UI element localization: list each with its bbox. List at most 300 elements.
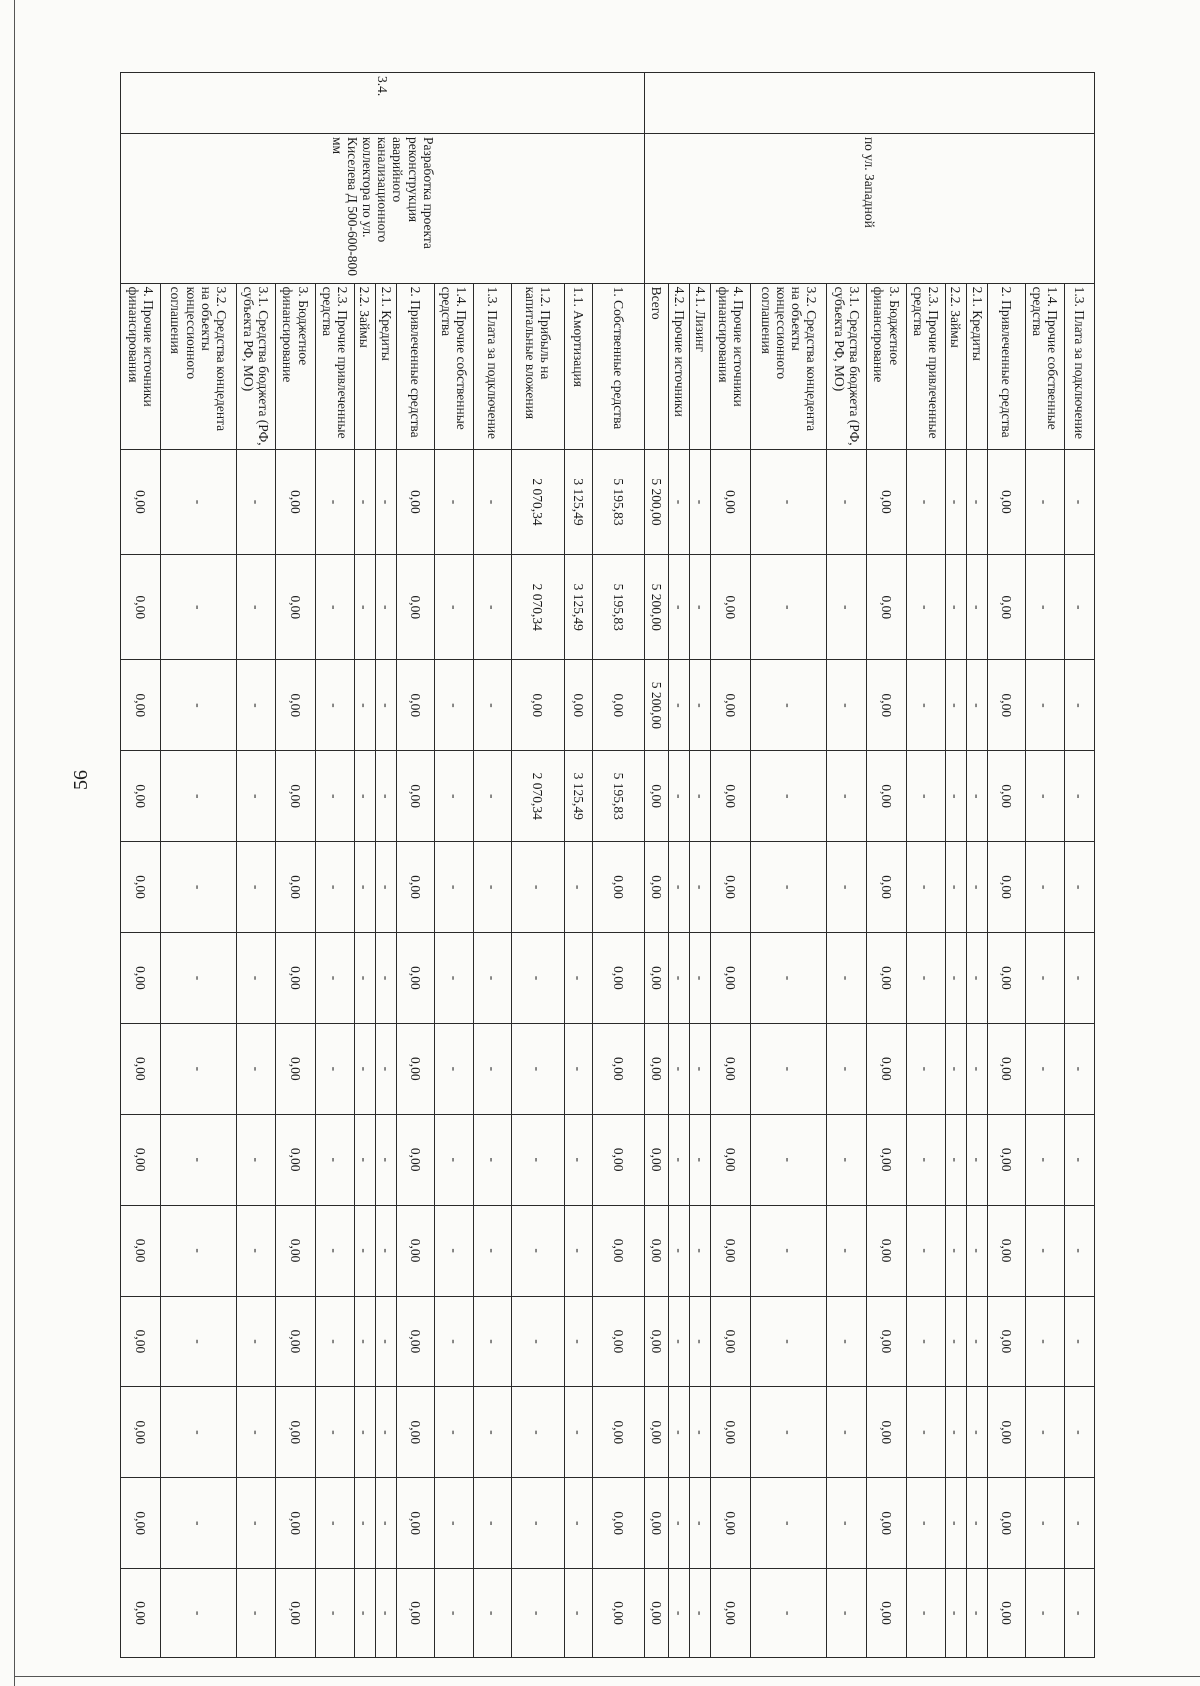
value-cell: - xyxy=(354,1023,375,1114)
table-row xyxy=(988,73,1025,1658)
value-cell: - xyxy=(668,1296,689,1387)
value-cell: - xyxy=(690,1023,711,1114)
value-cell: - xyxy=(511,1114,564,1205)
value-cell: - xyxy=(827,1296,867,1387)
value-cell: - xyxy=(668,660,689,751)
value-cell: 0,00 xyxy=(592,1205,645,1296)
value-cell: 0,00 xyxy=(988,660,1025,751)
table-row xyxy=(354,73,375,1658)
value-cell: - xyxy=(751,751,827,842)
value-cell: - xyxy=(161,1205,237,1296)
table-row xyxy=(966,73,987,1658)
value-cell: - xyxy=(906,660,945,751)
value-cell: - xyxy=(751,1114,827,1205)
value-cell: - xyxy=(966,751,987,842)
value-cell: - xyxy=(434,1205,474,1296)
value-cell: 0,00 xyxy=(121,1114,161,1205)
value-cell: 0,00 xyxy=(867,1114,907,1205)
value-cell: - xyxy=(315,449,354,554)
value-cell: - xyxy=(161,1114,237,1205)
value-cell: - xyxy=(827,1023,867,1114)
value-cell: - xyxy=(376,1569,397,1658)
table-row xyxy=(690,73,711,1658)
value-cell: - xyxy=(564,933,592,1024)
value-cell: 0,00 xyxy=(276,660,316,751)
value-cell: 2 070,34 xyxy=(511,751,564,842)
value-cell: 5 200,00 xyxy=(645,555,668,660)
value-cell: 0,00 xyxy=(711,751,751,842)
funding-source: 3.2. Средства концедента на объекты концессионного соглашения xyxy=(751,283,827,449)
value-cell: 0,00 xyxy=(867,660,907,751)
value-cell: - xyxy=(966,1296,987,1387)
value-cell: - xyxy=(434,933,474,1024)
funding-source: 2.2. Займы xyxy=(354,283,375,449)
value-cell: - xyxy=(945,1114,966,1205)
value-cell: 5 195,83 xyxy=(592,449,645,554)
value-cell: - xyxy=(564,1023,592,1114)
value-cell: - xyxy=(354,1296,375,1387)
value-cell: 0,00 xyxy=(867,1478,907,1569)
funding-source: 1.4. Прочие собственные средства xyxy=(434,283,474,449)
value-cell: - xyxy=(315,660,354,751)
value-cell: - xyxy=(315,555,354,660)
value-cell: - xyxy=(1025,1387,1064,1478)
value-cell: - xyxy=(511,1296,564,1387)
value-cell: - xyxy=(690,1296,711,1387)
value-cell: - xyxy=(161,449,237,554)
value-cell: - xyxy=(1025,1478,1064,1569)
value-cell: - xyxy=(966,933,987,1024)
table-row xyxy=(511,73,564,1658)
value-cell: - xyxy=(906,1478,945,1569)
funding-source: 2.3. Прочие привлеченные средства xyxy=(315,283,354,449)
value-cell: - xyxy=(827,842,867,933)
section-name: по ул. Западной xyxy=(645,133,1095,283)
table-row xyxy=(867,73,907,1658)
value-cell: - xyxy=(751,1478,827,1569)
value-cell: - xyxy=(161,842,237,933)
table-row xyxy=(711,73,751,1658)
value-cell: - xyxy=(1064,1114,1094,1205)
value-cell: 0,00 xyxy=(121,1023,161,1114)
value-cell: - xyxy=(237,660,276,751)
value-cell: 0,00 xyxy=(645,1478,668,1569)
value-cell: 0,00 xyxy=(397,1114,434,1205)
value-cell: 0,00 xyxy=(711,842,751,933)
value-cell: - xyxy=(1025,660,1064,751)
funding-source: 1.3. Плата за подключение xyxy=(474,283,511,449)
value-cell: 0,00 xyxy=(592,1114,645,1205)
value-cell: 0,00 xyxy=(711,1205,751,1296)
value-cell: - xyxy=(906,751,945,842)
value-cell: - xyxy=(690,1387,711,1478)
value-cell: - xyxy=(945,660,966,751)
value-cell: - xyxy=(474,660,511,751)
value-cell: - xyxy=(827,660,867,751)
funding-source: 1.4. Прочие собственные средства xyxy=(1025,283,1064,449)
funding-source: 2.1. Кредиты xyxy=(376,283,397,449)
value-cell: - xyxy=(376,751,397,842)
value-cell: - xyxy=(376,449,397,554)
value-cell: - xyxy=(161,1569,237,1658)
value-cell: - xyxy=(751,660,827,751)
value-cell: - xyxy=(354,1569,375,1658)
value-cell: 0,00 xyxy=(988,1569,1025,1658)
value-cell: - xyxy=(315,751,354,842)
value-cell: - xyxy=(434,660,474,751)
value-cell: - xyxy=(1064,933,1094,1024)
value-cell: - xyxy=(354,751,375,842)
value-cell: - xyxy=(906,1205,945,1296)
value-cell: - xyxy=(690,449,711,554)
value-cell: - xyxy=(1025,449,1064,554)
value-cell: - xyxy=(668,842,689,933)
value-cell: 0,00 xyxy=(121,555,161,660)
value-cell: - xyxy=(945,842,966,933)
value-cell: - xyxy=(434,1478,474,1569)
value-cell: - xyxy=(434,449,474,554)
funding-source: 4. Прочие источники финансирования xyxy=(121,283,161,449)
value-cell: - xyxy=(161,933,237,1024)
table-row xyxy=(645,73,668,1658)
value-cell: 0,00 xyxy=(592,842,645,933)
value-cell: - xyxy=(315,933,354,1024)
value-cell: - xyxy=(511,842,564,933)
value-cell: - xyxy=(376,660,397,751)
value-cell: - xyxy=(237,1387,276,1478)
value-cell: - xyxy=(966,1569,987,1658)
value-cell: - xyxy=(966,1023,987,1114)
value-cell: - xyxy=(511,1478,564,1569)
value-cell: - xyxy=(564,1114,592,1205)
value-cell: - xyxy=(906,555,945,660)
value-cell: - xyxy=(1064,449,1094,554)
value-cell: - xyxy=(827,1569,867,1658)
value-cell: 0,00 xyxy=(276,751,316,842)
value-cell: - xyxy=(161,751,237,842)
value-cell: 0,00 xyxy=(276,1205,316,1296)
value-cell: - xyxy=(474,1569,511,1658)
table-row xyxy=(592,73,645,1658)
value-cell: - xyxy=(1025,933,1064,1024)
value-cell: - xyxy=(511,1569,564,1658)
value-cell: - xyxy=(1025,1205,1064,1296)
value-cell: 0,00 xyxy=(592,1296,645,1387)
value-cell: 0,00 xyxy=(988,449,1025,554)
value-cell: - xyxy=(945,1478,966,1569)
funding-source: 4.2. Прочие источники xyxy=(668,283,689,449)
value-cell: - xyxy=(690,1205,711,1296)
funding-source: 1.3. Плата за подключение xyxy=(1064,283,1094,449)
value-cell: 0,00 xyxy=(397,1205,434,1296)
value-cell: 0,00 xyxy=(397,1387,434,1478)
rotated-table-wrapper xyxy=(120,72,1095,1658)
funding-source: 4. Прочие источники финансирования xyxy=(711,283,751,449)
value-cell: - xyxy=(474,1205,511,1296)
value-cell: 0,00 xyxy=(988,1296,1025,1387)
value-cell: 0,00 xyxy=(276,555,316,660)
value-cell: 0,00 xyxy=(121,1569,161,1658)
value-cell: - xyxy=(161,1478,237,1569)
value-cell: 0,00 xyxy=(711,1114,751,1205)
value-cell: - xyxy=(966,555,987,660)
value-cell: 0,00 xyxy=(645,1114,668,1205)
value-cell: - xyxy=(434,1569,474,1658)
value-cell: - xyxy=(827,1387,867,1478)
value-cell: 0,00 xyxy=(711,1478,751,1569)
value-cell: - xyxy=(945,449,966,554)
value-cell: 0,00 xyxy=(867,1569,907,1658)
value-cell: - xyxy=(1064,555,1094,660)
value-cell: - xyxy=(315,1387,354,1478)
value-cell: - xyxy=(237,751,276,842)
value-cell: 0,00 xyxy=(988,1114,1025,1205)
value-cell: - xyxy=(376,842,397,933)
value-cell: - xyxy=(376,1205,397,1296)
funding-source: 1. Собственные средства xyxy=(592,283,645,449)
value-cell: - xyxy=(668,449,689,554)
value-cell: - xyxy=(827,933,867,1024)
value-cell: - xyxy=(751,1205,827,1296)
value-cell: - xyxy=(668,1387,689,1478)
value-cell: - xyxy=(1064,1478,1094,1569)
funding-source: 1.2. Прибыль на капитальные вложения xyxy=(511,283,564,449)
value-cell: - xyxy=(315,1205,354,1296)
value-cell: 0,00 xyxy=(276,449,316,554)
value-cell: - xyxy=(315,1023,354,1114)
page-border-left xyxy=(14,0,15,1686)
value-cell: - xyxy=(376,1023,397,1114)
value-cell: - xyxy=(474,933,511,1024)
table-row xyxy=(237,73,276,1658)
value-cell: - xyxy=(1064,842,1094,933)
value-cell: - xyxy=(237,1114,276,1205)
value-cell: - xyxy=(906,1114,945,1205)
value-cell: - xyxy=(668,1023,689,1114)
value-cell: - xyxy=(474,1114,511,1205)
value-cell: - xyxy=(237,1205,276,1296)
funding-source: 3. Бюджетное финансирование xyxy=(276,283,316,449)
value-cell: 5 195,83 xyxy=(592,751,645,842)
value-cell: - xyxy=(564,1205,592,1296)
value-cell: - xyxy=(945,1387,966,1478)
value-cell: - xyxy=(434,1114,474,1205)
value-cell: - xyxy=(668,751,689,842)
value-cell: 0,00 xyxy=(645,1205,668,1296)
value-cell: 0,00 xyxy=(988,842,1025,933)
funding-source: 3.1. Средства бюджета (РФ, субъекта РФ, МО) xyxy=(827,283,867,449)
funding-source: Всего xyxy=(645,283,668,449)
value-cell: 0,00 xyxy=(397,449,434,554)
table-body xyxy=(121,73,1095,1658)
value-cell: - xyxy=(511,1205,564,1296)
table-row xyxy=(397,73,434,1658)
value-cell: - xyxy=(906,933,945,1024)
value-cell: - xyxy=(906,1023,945,1114)
value-cell: 0,00 xyxy=(988,1205,1025,1296)
value-cell: - xyxy=(1025,1114,1064,1205)
value-cell: 2 070,34 xyxy=(511,449,564,554)
value-cell: 0,00 xyxy=(511,660,564,751)
value-cell: - xyxy=(564,842,592,933)
value-cell: - xyxy=(511,933,564,1024)
value-cell: 0,00 xyxy=(121,1387,161,1478)
value-cell: - xyxy=(434,1023,474,1114)
value-cell: - xyxy=(1064,1296,1094,1387)
value-cell: - xyxy=(966,1114,987,1205)
value-cell: - xyxy=(751,555,827,660)
value-cell: - xyxy=(354,555,375,660)
value-cell: 0,00 xyxy=(645,1296,668,1387)
section-index: 3.4. xyxy=(121,73,645,134)
value-cell: 0,00 xyxy=(121,1478,161,1569)
value-cell: - xyxy=(751,1387,827,1478)
value-cell: - xyxy=(161,555,237,660)
value-cell: - xyxy=(966,1478,987,1569)
funding-source: 1.1. Амортизация xyxy=(564,283,592,449)
value-cell: 0,00 xyxy=(397,751,434,842)
table-row xyxy=(474,73,511,1658)
value-cell: 0,00 xyxy=(276,1296,316,1387)
value-cell: - xyxy=(945,1205,966,1296)
value-cell: - xyxy=(906,1296,945,1387)
value-cell: 0,00 xyxy=(592,1387,645,1478)
value-cell: - xyxy=(315,1114,354,1205)
value-cell: 0,00 xyxy=(121,660,161,751)
table-row xyxy=(276,73,316,1658)
value-cell: - xyxy=(690,660,711,751)
funding-source: 2.3. Прочие привлеченные средства xyxy=(906,283,945,449)
value-cell: - xyxy=(237,842,276,933)
value-cell: - xyxy=(690,1478,711,1569)
value-cell: - xyxy=(315,842,354,933)
value-cell: - xyxy=(315,1569,354,1658)
value-cell: 3 125,49 xyxy=(564,751,592,842)
value-cell: 0,00 xyxy=(397,1569,434,1658)
table-row xyxy=(564,73,592,1658)
value-cell: - xyxy=(161,1023,237,1114)
table-row xyxy=(1025,73,1064,1658)
value-cell: - xyxy=(354,1114,375,1205)
value-cell: 0,00 xyxy=(867,1387,907,1478)
value-cell: - xyxy=(354,1478,375,1569)
value-cell: - xyxy=(751,933,827,1024)
value-cell: - xyxy=(906,449,945,554)
value-cell: - xyxy=(945,1023,966,1114)
value-cell: - xyxy=(315,1296,354,1387)
value-cell: - xyxy=(376,1387,397,1478)
table-row xyxy=(315,73,354,1658)
value-cell: 0,00 xyxy=(711,449,751,554)
value-cell: - xyxy=(751,842,827,933)
value-cell: 0,00 xyxy=(711,1023,751,1114)
value-cell: 0,00 xyxy=(397,842,434,933)
funding-source: 2.1. Кредиты xyxy=(966,283,987,449)
value-cell: - xyxy=(827,751,867,842)
value-cell: - xyxy=(474,1387,511,1478)
value-cell: - xyxy=(474,1296,511,1387)
value-cell: 0,00 xyxy=(397,555,434,660)
value-cell: - xyxy=(434,751,474,842)
value-cell: - xyxy=(376,1478,397,1569)
value-cell: 0,00 xyxy=(867,1296,907,1387)
value-cell: 0,00 xyxy=(121,449,161,554)
value-cell: - xyxy=(966,660,987,751)
value-cell: - xyxy=(376,1296,397,1387)
value-cell: - xyxy=(376,555,397,660)
value-cell: 0,00 xyxy=(645,933,668,1024)
value-cell: 0,00 xyxy=(988,1023,1025,1114)
value-cell: - xyxy=(668,933,689,1024)
value-cell: - xyxy=(751,449,827,554)
value-cell: 0,00 xyxy=(276,1114,316,1205)
value-cell: 0,00 xyxy=(397,1023,434,1114)
value-cell: 0,00 xyxy=(645,1387,668,1478)
value-cell: 3 125,49 xyxy=(564,555,592,660)
value-cell: - xyxy=(237,1296,276,1387)
value-cell: - xyxy=(434,1296,474,1387)
funding-source: 2. Привлеченные средства xyxy=(988,283,1025,449)
value-cell: - xyxy=(511,1387,564,1478)
value-cell: - xyxy=(668,1478,689,1569)
section-name: Разработка проекта реконструкция аварийного канализационного коллектора по ул. Киселева Д 500-600-800 мм xyxy=(121,133,645,283)
value-cell: 0,00 xyxy=(867,842,907,933)
value-cell: - xyxy=(354,842,375,933)
value-cell: 0,00 xyxy=(988,1387,1025,1478)
value-cell: - xyxy=(237,1569,276,1658)
value-cell: - xyxy=(945,751,966,842)
value-cell: - xyxy=(751,1023,827,1114)
value-cell: 3 125,49 xyxy=(564,449,592,554)
value-cell: 0,00 xyxy=(397,660,434,751)
value-cell: - xyxy=(1025,842,1064,933)
value-cell: - xyxy=(161,1296,237,1387)
value-cell: - xyxy=(1064,1387,1094,1478)
value-cell: 0,00 xyxy=(564,660,592,751)
value-cell: - xyxy=(827,1114,867,1205)
value-cell: - xyxy=(690,933,711,1024)
value-cell: - xyxy=(827,1478,867,1569)
page-border-bottom xyxy=(14,1676,1200,1677)
table-row xyxy=(668,73,689,1658)
value-cell: - xyxy=(376,933,397,1024)
value-cell: - xyxy=(354,449,375,554)
table-row xyxy=(1064,73,1094,1658)
value-cell: - xyxy=(1064,1205,1094,1296)
value-cell: - xyxy=(1025,751,1064,842)
value-cell: - xyxy=(945,1296,966,1387)
value-cell: - xyxy=(474,842,511,933)
value-cell: 0,00 xyxy=(645,1569,668,1658)
value-cell: 0,00 xyxy=(276,933,316,1024)
value-cell: - xyxy=(161,660,237,751)
value-cell: 0,00 xyxy=(867,449,907,554)
value-cell: 0,00 xyxy=(121,1205,161,1296)
value-cell: 0,00 xyxy=(397,1478,434,1569)
value-cell: - xyxy=(564,1296,592,1387)
funding-source: 2. Привлеченные средства xyxy=(397,283,434,449)
value-cell: - xyxy=(354,1387,375,1478)
value-cell: - xyxy=(1025,1569,1064,1658)
value-cell: 0,00 xyxy=(121,842,161,933)
value-cell: - xyxy=(690,751,711,842)
value-cell: 0,00 xyxy=(592,1569,645,1658)
value-cell: - xyxy=(237,933,276,1024)
value-cell: - xyxy=(690,842,711,933)
value-cell: 0,00 xyxy=(711,1296,751,1387)
value-cell: - xyxy=(668,1114,689,1205)
value-cell: - xyxy=(906,1569,945,1658)
